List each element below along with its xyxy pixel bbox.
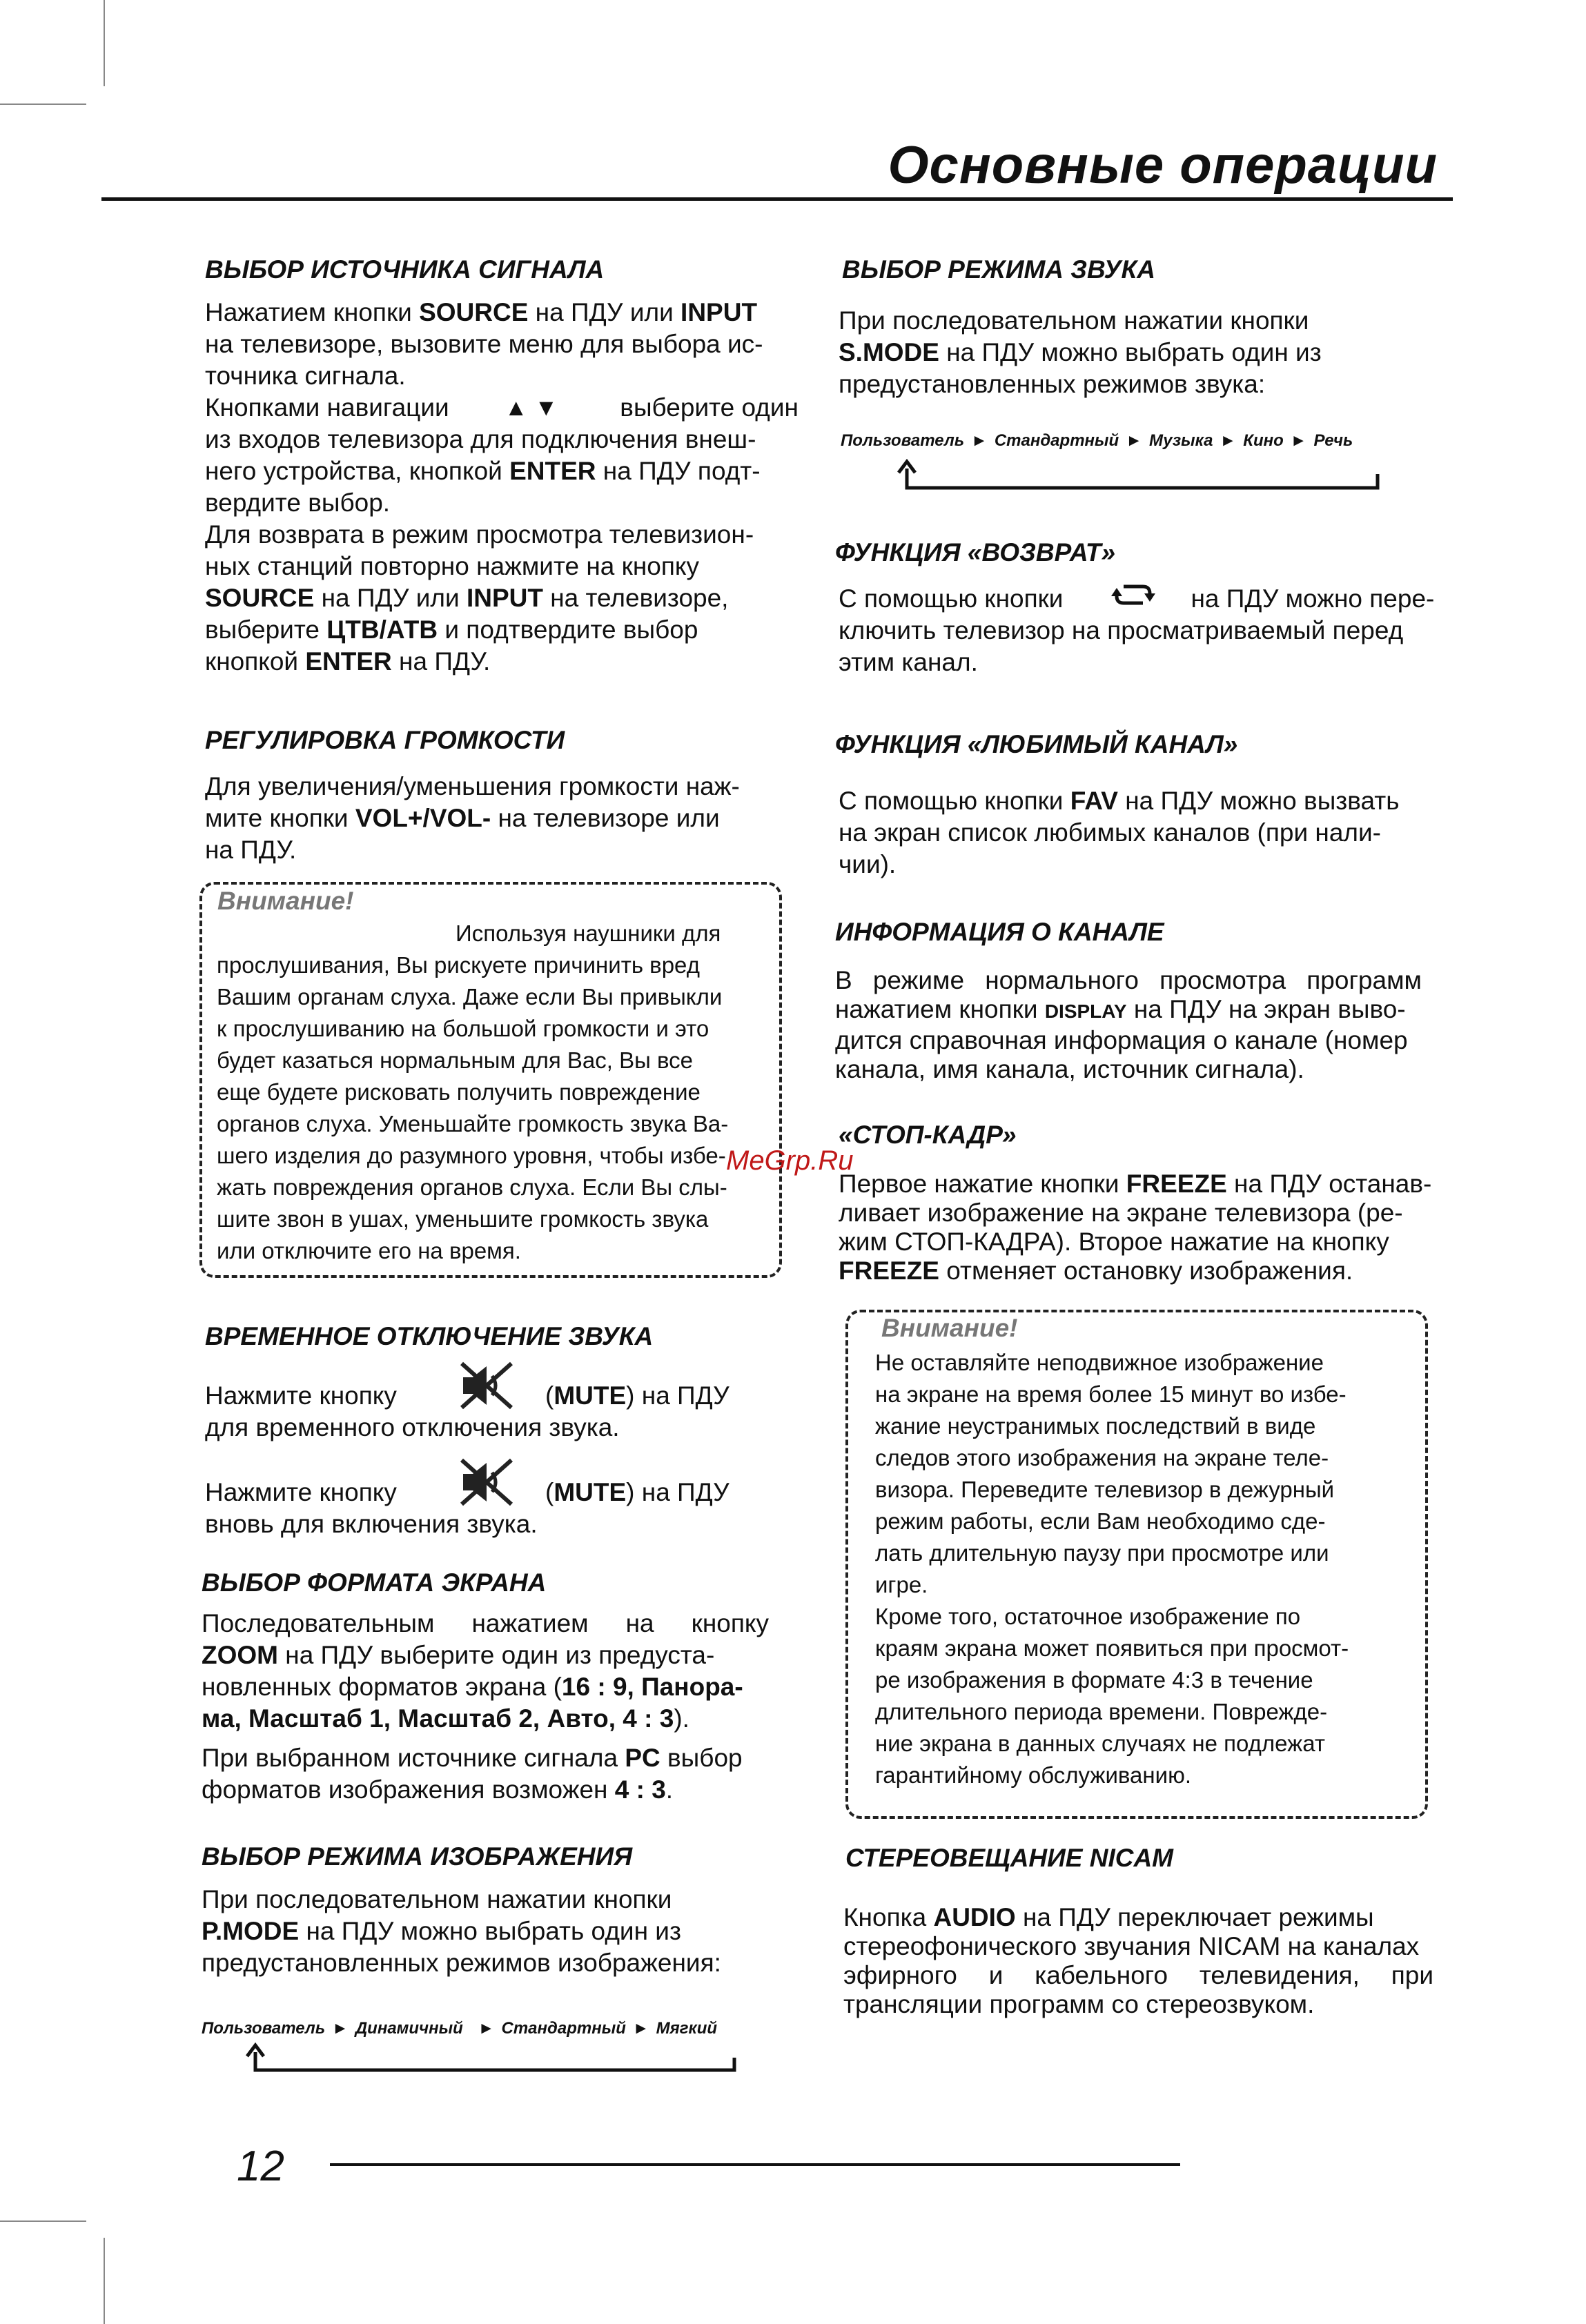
return-icon	[1111, 581, 1155, 609]
up-down-arrows-icon: ▲▼	[504, 395, 565, 421]
freeze-warning-title: Внимание!	[881, 1314, 1018, 1342]
sound-mode-chain: Пользователь ► Стандартный ► Музыка ► Кино ► Речь	[841, 431, 1353, 450]
zoom-pc-text: При выбранном источнике сигнала PC выбор форматов изображения возможен 4 : 3.	[202, 1744, 743, 1804]
arrow-right-icon: ►	[1220, 431, 1237, 450]
arrow-right-icon: ►	[971, 431, 988, 450]
arrow-right-icon: ►	[1290, 431, 1307, 450]
picture-cycle-arrow-icon	[246, 2042, 743, 2077]
footer-rule	[330, 2163, 1180, 2166]
arrow-right-icon: ►	[478, 2019, 495, 2038]
source-heading: ВЫБОР ИСТОЧНИКА СИГНАЛА	[205, 255, 605, 284]
mute-text-1: Нажмите кнопку для временного отключения звука.	[205, 1381, 620, 1441]
mute-icon	[459, 1361, 516, 1410]
arrow-right-icon: ►	[1126, 431, 1142, 450]
crop-mark	[104, 0, 105, 86]
picture-text: При последовательном нажатии кнопки P.MODE на ПДУ можно выбрать один из предустановленных режимов изображения:	[202, 1885, 721, 1977]
mute-label-2: (MUTE) на ПДУ	[545, 1478, 730, 1506]
nicam-heading: СТЕРЕОВЕЩАНИЕ NICAM	[845, 1844, 1173, 1872]
volume-warning-text: Используя наушники для прослушивания, Вы рискуете причинить вред Вашим органам слуха. Даже если Вы привыкли к прослушиванию на большой громкости и это будет казаться нормальным для Вас, Вы все еще будете рисковать получить повреждение органов слуха. Уменьшайте громкость звука Ва- шего изделия до разумного уровня, чтобы избе- жать повреждения органов слуха. Если Вы слы- шите звон в ушах, уменьшите громкость звука или отключите его на время.	[217, 920, 729, 1263]
sound-cycle-arrow-icon	[897, 459, 1384, 495]
crop-mark	[0, 104, 86, 105]
title-rule	[101, 197, 1453, 201]
sound-heading: ВЫБОР РЕЖИМА ЗВУКА	[842, 255, 1155, 284]
picture-heading: ВЫБОР РЕЖИМА ИЗОБРАЖЕНИЯ	[202, 1842, 633, 1871]
volume-text: Для увеличения/уменьшения громкости наж- мите кнопки VOL+/VOL- на телевизоре или на ПДУ.	[205, 772, 740, 864]
page-title: Основные операции	[888, 136, 1438, 195]
arrow-right-icon: ►	[632, 2019, 649, 2038]
watermark: MeGrp.Ru	[726, 1145, 854, 1176]
mute-label-1: (MUTE) на ПДУ	[545, 1381, 730, 1410]
info-heading: ИНФОРМАЦИЯ О КАНАЛЕ	[835, 918, 1164, 946]
mute-icon	[459, 1457, 516, 1507]
fav-text: С помощью кнопки FAV на ПДУ можно вызвать на экран список любимых каналов (при нали- чии).	[839, 787, 1400, 878]
picture-mode-chain: Пользователь ► Динамичный ► Стандартный ► Мягкий	[202, 2019, 718, 2038]
nicam-text: Кнопка AUDIO на ПДУ переключает режимы стереофонического звучания NICAM на каналах эфирного и кабельного телевидения, при трансляции программ со стереозвуком.	[843, 1903, 1433, 2018]
mute-text-2: Нажмите кнопку вновь для включения звука.	[205, 1478, 538, 1538]
volume-warning-title: Внимание!	[217, 887, 354, 915]
mute-heading: ВРЕМЕННОЕ ОТКЛЮЧЕНИЕ ЗВУКА	[205, 1322, 654, 1350]
sound-text: При последовательном нажатии кнопки S.MODE на ПДУ можно выбрать один из предустановленных режимов звука:	[839, 306, 1322, 398]
info-text: В режиме нормального просмотра программ нажатием кнопки DISPLAY на ПДУ на экран выво- дится справочная информация о канале (номер канала, имя канала, источник сигнала).	[835, 966, 1422, 1083]
fav-heading: ФУНКЦИЯ «ЛЮБИМЫЙ КАНАЛ»	[835, 730, 1238, 758]
return-text: С помощью кнопки на ПДУ можно пере- ключить телевизор на просматриваемый перед этим канал.	[839, 584, 1435, 676]
crop-mark	[104, 2238, 105, 2324]
page-number: 12	[237, 2143, 284, 2190]
freeze-text: Первое нажатие кнопки FREEZE на ПДУ останав- ливает изображение на экране телевизора (ре- жим СТОП-КАДРА). Второе нажатие на кнопку FREEZE отменяет остановку изображения.	[839, 1170, 1432, 1285]
return-heading: ФУНКЦИЯ «ВОЗВРАТ»	[835, 538, 1116, 567]
freeze-warning-text: Не оставляйте неподвижное изображение на экране на время более 15 минут во избе- жание неустранимых последствий в виде следов этого изображения на экране теле- визора. Переведите телевизор в дежурный режим работы, если Вам необходимо сде- лать длительную паузу при просмотре или игре. Кроме того, остаточное изображение по краям экрана может появиться при просмот- ре изображения в формате 4:3 в течение длительного периода времени. Поврежде- ние экрана в данных случаях не подлежат гарантийному обслуживанию.	[875, 1350, 1349, 1788]
zoom-text: Последовательным нажатием на кнопку ZOOM на ПДУ выберите один из предуста- новленных форматов экрана (16 : 9, Панора- ма, Масштаб 1, Масштаб 2, Авто, 4 : 3).	[202, 1609, 769, 1733]
zoom-heading: ВЫБОР ФОРМАТА ЭКРАНА	[202, 1568, 547, 1597]
source-text: Нажатием кнопки SOURCE на ПДУ или INPUT на телевизоре, вызовите меню для выбора ис- точника сигнала. Кнопками навигации ▲▼ выберите один из входов телевизора для подключения внеш- него устройства, кнопкой ENTER на ПДУ подт- вердите выбор. Для возврата в режим просмотра телевизион- ных станций повторно нажмите на кнопку SOURCE на ПДУ или INPUT на телевизоре, выберите ЦТВ/АТВ и подтвердите выбор кнопкой ENTER на ПДУ.	[205, 298, 799, 676]
freeze-heading: «СТОП-КАДР»	[839, 1121, 1017, 1149]
arrow-right-icon: ►	[332, 2019, 349, 2038]
crop-mark	[0, 2220, 86, 2222]
volume-heading: РЕГУЛИРОВКА ГРОМКОСТИ	[205, 726, 565, 754]
